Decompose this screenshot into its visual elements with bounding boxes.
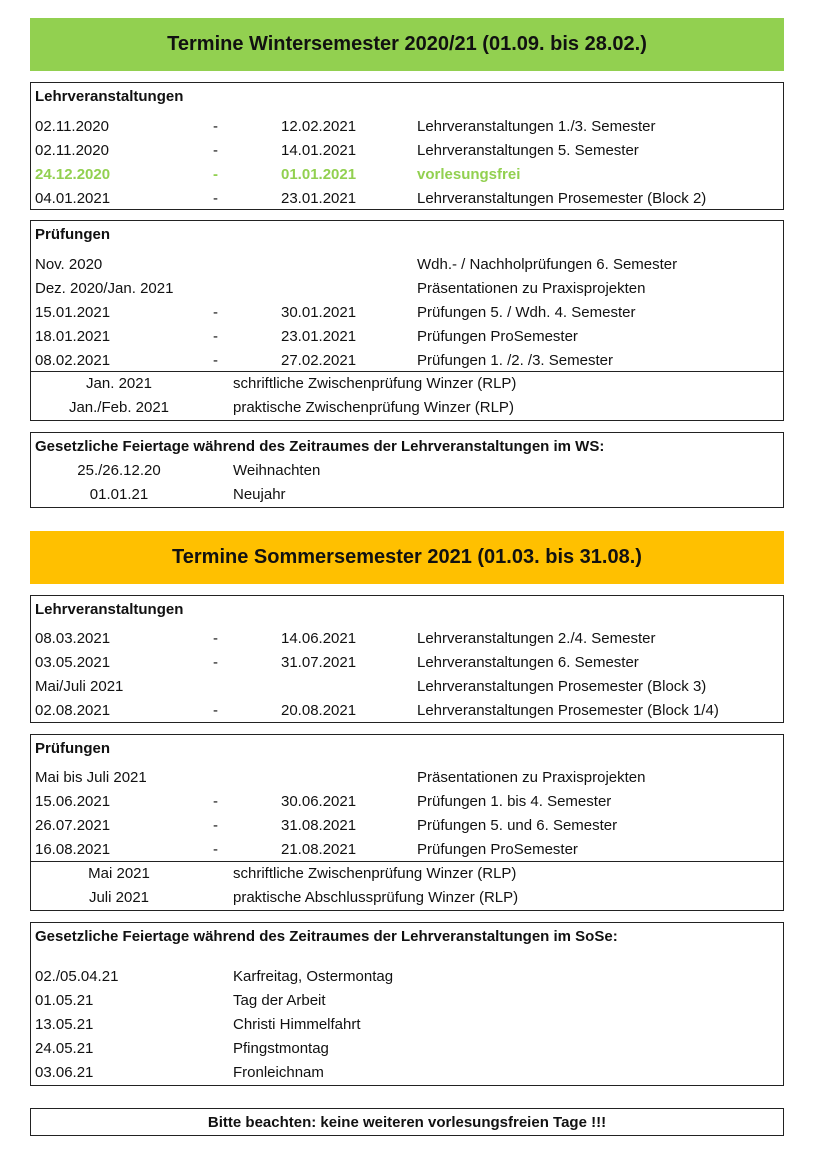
row-description: Lehrveranstaltungen Prosemester (Block 3) bbox=[417, 678, 707, 695]
row-description: Wdh.- / Nachholprüfungen 6. Semester bbox=[417, 256, 678, 273]
footer-notice bbox=[30, 1108, 784, 1136]
holiday-date: 02./05.04.21 bbox=[35, 968, 119, 985]
table-row bbox=[31, 965, 783, 989]
date-from: Mai/Juli 2021 bbox=[35, 678, 124, 695]
row-description: Präsentationen zu Praxisprojekten bbox=[417, 280, 646, 297]
range-dash: - bbox=[213, 630, 218, 647]
range-dash: - bbox=[213, 142, 218, 159]
holiday-date: 01.01.21 bbox=[89, 486, 149, 503]
table-row-highlight bbox=[31, 163, 783, 187]
range-dash: - bbox=[213, 166, 218, 183]
table-row bbox=[31, 139, 783, 163]
table-row bbox=[31, 838, 783, 862]
date-from: 04.01.2021 bbox=[35, 190, 111, 207]
date-to: 27.02.2021 bbox=[281, 352, 357, 369]
range-dash: - bbox=[213, 118, 218, 135]
date-from: 26.07.2021 bbox=[35, 817, 111, 834]
range-dash: - bbox=[213, 702, 218, 719]
winter-semester-title: Termine Wintersemester 2020/21 (01.09. bis 28.02.) bbox=[167, 33, 647, 55]
date-to: 21.08.2021 bbox=[281, 841, 357, 858]
table-row bbox=[31, 277, 783, 301]
date-from: 02.11.2020 bbox=[35, 142, 109, 159]
winzer-date: Mai 2021 bbox=[88, 865, 150, 882]
date-from: 03.05.2021 bbox=[35, 654, 111, 671]
holiday-date: 01.05.21 bbox=[35, 992, 94, 1009]
table-row bbox=[31, 627, 783, 651]
range-dash: - bbox=[213, 328, 218, 345]
table-row bbox=[31, 253, 783, 277]
date-from: 02.08.2021 bbox=[35, 702, 111, 719]
range-dash: - bbox=[213, 190, 218, 207]
summer-feiertage-box bbox=[30, 922, 784, 1086]
summer-winzer-box bbox=[30, 862, 784, 911]
holiday-name: Fronleichnam bbox=[233, 1064, 324, 1081]
table-row bbox=[31, 651, 783, 675]
date-from: 16.08.2021 bbox=[35, 841, 111, 858]
range-dash: - bbox=[213, 654, 218, 671]
date-from: Nov. 2020 bbox=[35, 256, 103, 273]
date-to: 14.06.2021 bbox=[281, 630, 357, 647]
date-to: 12.02.2021 bbox=[281, 118, 357, 135]
date-to: 23.01.2021 bbox=[281, 190, 357, 207]
row-description: vorlesungsfrei bbox=[417, 166, 521, 183]
date-to: 30.06.2021 bbox=[281, 793, 357, 810]
table-row bbox=[31, 372, 783, 396]
winzer-date: Jan./Feb. 2021 bbox=[68, 399, 170, 416]
date-from: 18.01.2021 bbox=[35, 328, 111, 345]
row-description: Prüfungen 5. und 6. Semester bbox=[417, 817, 618, 834]
table-row bbox=[31, 301, 783, 325]
holiday-date: 25./26.12.20 bbox=[77, 462, 161, 479]
holiday-name: Pfingstmontag bbox=[233, 1040, 329, 1057]
date-from: Dez. 2020/Jan. 2021 bbox=[35, 280, 174, 297]
holiday-name: Weihnachten bbox=[233, 462, 321, 479]
date-from: 15.01.2021 bbox=[35, 304, 111, 321]
section-heading: Gesetzliche Feiertage während des Zeitraumes der Lehrveranstaltungen im WS: bbox=[35, 438, 605, 455]
row-description: Lehrveranstaltungen 1./3. Semester bbox=[417, 118, 656, 135]
table-row bbox=[31, 886, 783, 910]
row-description: Prüfungen 1. /2. /3. Semester bbox=[417, 352, 613, 369]
range-dash: - bbox=[213, 352, 218, 369]
table-row bbox=[31, 459, 783, 483]
row-description: praktische Abschlussprüfung Winzer (RLP) bbox=[233, 889, 519, 906]
summer-lehrveranstaltungen-box bbox=[30, 595, 784, 723]
range-dash: - bbox=[213, 304, 218, 321]
row-description: Prüfungen ProSemester bbox=[417, 328, 578, 345]
table-row bbox=[31, 349, 783, 373]
row-description: praktische Zwischenprüfung Winzer (RLP) bbox=[233, 399, 514, 416]
range-dash: - bbox=[213, 817, 218, 834]
range-dash: - bbox=[213, 841, 218, 858]
date-from: Mai bis Juli 2021 bbox=[35, 769, 147, 786]
holiday-name: Karfreitag, Ostermontag bbox=[233, 968, 394, 985]
holiday-name: Christi Himmelfahrt bbox=[233, 1016, 361, 1033]
date-to: 20.08.2021 bbox=[281, 702, 357, 719]
date-from: 08.03.2021 bbox=[35, 630, 111, 647]
section-heading: Lehrveranstaltungen bbox=[35, 88, 184, 105]
table-row bbox=[31, 790, 783, 814]
table-row bbox=[31, 396, 783, 420]
section-heading: Gesetzliche Feiertage während des Zeitraumes der Lehrveranstaltungen im SoSe: bbox=[35, 928, 618, 945]
table-row bbox=[31, 766, 783, 790]
table-row bbox=[31, 675, 783, 699]
table-row bbox=[31, 814, 783, 838]
table-row bbox=[31, 483, 783, 507]
holiday-date: 03.06.21 bbox=[35, 1064, 94, 1081]
date-from: 02.11.2020 bbox=[35, 118, 109, 135]
row-description: schriftliche Zwischenprüfung Winzer (RLP) bbox=[233, 375, 517, 392]
date-to: 23.01.2021 bbox=[281, 328, 357, 345]
date-to: 01.01.2021 bbox=[281, 166, 357, 183]
row-description: Lehrveranstaltungen Prosemester (Block 1/4) bbox=[417, 702, 719, 719]
date-from: 15.06.2021 bbox=[35, 793, 111, 810]
row-description: Lehrveranstaltungen Prosemester (Block 2) bbox=[417, 190, 707, 207]
table-row bbox=[31, 862, 783, 886]
winzer-date: Juli 2021 bbox=[88, 889, 150, 906]
date-to: 14.01.2021 bbox=[281, 142, 357, 159]
row-description: Lehrveranstaltungen 6. Semester bbox=[417, 654, 639, 671]
table-row bbox=[31, 187, 783, 211]
row-description: Prüfungen ProSemester bbox=[417, 841, 578, 858]
section-heading: Lehrveranstaltungen bbox=[35, 601, 184, 618]
date-to: 31.08.2021 bbox=[281, 817, 357, 834]
winter-feiertage-box bbox=[30, 432, 784, 508]
summer-pruefungen-box bbox=[30, 734, 784, 862]
winter-pruefungen-box bbox=[30, 220, 784, 372]
holiday-date: 13.05.21 bbox=[35, 1016, 94, 1033]
holiday-name: Tag der Arbeit bbox=[233, 992, 326, 1009]
date-from: 08.02.2021 bbox=[35, 352, 111, 369]
row-description: Prüfungen 5. / Wdh. 4. Semester bbox=[417, 304, 636, 321]
date-to: 31.07.2021 bbox=[281, 654, 357, 671]
footer-notice-text: Bitte beachten: keine weiteren vorlesungsfreien Tage !!! bbox=[207, 1113, 607, 1131]
table-row bbox=[31, 989, 783, 1013]
table-row bbox=[31, 325, 783, 349]
table-row bbox=[31, 699, 783, 723]
winter-winzer-box bbox=[30, 372, 784, 421]
table-row bbox=[31, 115, 783, 139]
row-description: Lehrveranstaltungen 2./4. Semester bbox=[417, 630, 656, 647]
table-row bbox=[31, 1037, 783, 1061]
table-row bbox=[31, 1061, 783, 1085]
row-description: schriftliche Zwischenprüfung Winzer (RLP) bbox=[233, 865, 517, 882]
holiday-name: Neujahr bbox=[233, 486, 286, 503]
section-heading: Prüfungen bbox=[35, 740, 110, 757]
date-from: 24.12.2020 bbox=[35, 166, 111, 183]
summer-semester-banner bbox=[30, 531, 784, 584]
table-row bbox=[31, 1013, 783, 1037]
row-description: Lehrveranstaltungen 5. Semester bbox=[417, 142, 639, 159]
winter-semester-banner bbox=[30, 18, 784, 71]
section-heading: Prüfungen bbox=[35, 226, 110, 243]
date-to: 30.01.2021 bbox=[281, 304, 357, 321]
winter-lehrveranstaltungen-box bbox=[30, 82, 784, 210]
summer-semester-title: Termine Sommersemester 2021 (01.03. bis 31.08.) bbox=[172, 546, 642, 568]
row-description: Prüfungen 1. bis 4. Semester bbox=[417, 793, 612, 810]
holiday-date: 24.05.21 bbox=[35, 1040, 94, 1057]
range-dash: - bbox=[213, 793, 218, 810]
winzer-date: Jan. 2021 bbox=[86, 375, 152, 392]
row-description: Präsentationen zu Praxisprojekten bbox=[417, 769, 646, 786]
